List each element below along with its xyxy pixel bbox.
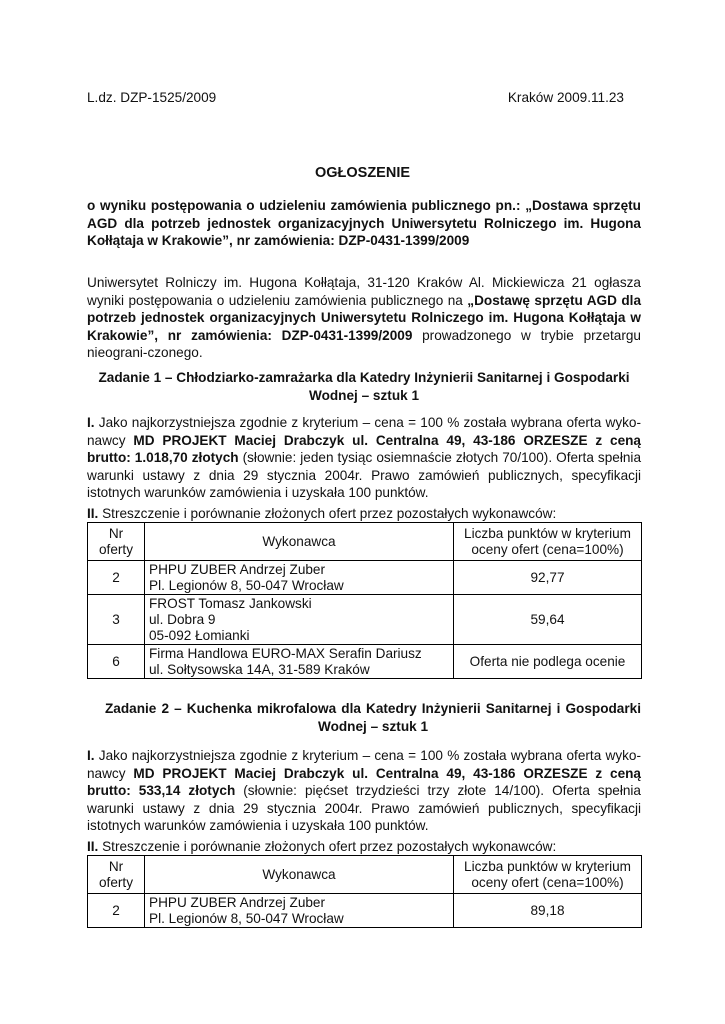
- wyk-line: Firma Handlowa EURO-MAX Serafin Dariusz: [149, 645, 422, 661]
- wyk-line: 05-092 Łomianki: [149, 627, 250, 643]
- col-header-nr: Nr oferty: [88, 523, 145, 561]
- task-2-section-2-title: [87, 839, 556, 854]
- table-row: [88, 894, 642, 928]
- task-1-section-1: [87, 414, 641, 502]
- task-2-section-1: [87, 747, 641, 835]
- cell-nr: 3: [88, 595, 145, 645]
- subject: o wyniku postępowania o udzieleniu zamówienia publicznego pn.: „Dostawa sprzętu AGD dla potrzeb jednostek organizacyjnych Uniwersytetu Rolniczego im. Hugona Kołłątaja w Krakowie”, nr zamówienia: DZP-0431-1399/2009: [87, 198, 641, 249]
- section-text: Jako najkorzystniejsza zgodnie z kryterium – cena = 100 % została wybrana oferta wyko-nawcy: [87, 415, 641, 448]
- col-header-wykonawca: Wykonawca: [145, 856, 454, 894]
- task-2-offers-table: [87, 855, 642, 928]
- wyk-line: ul. Dobra 9: [149, 611, 216, 627]
- cell-nr: 6: [88, 645, 145, 679]
- place-date: Kraków 2009.11.23: [507, 90, 624, 105]
- task-1-title: Zadanie 1 – Chłodziarko-zamrażarka dla Katedry Inżynierii Sanitarnej i Gospodarki Wodnej – sztuk 1: [98, 370, 630, 403]
- section-text-end: (słownie: pięćset trzydzieści trzy złote 14/100). Oferta spełnia warunki ustawy z dnia 29 stycznia 2004r. Prawo zamówień publicznych, specyfikacji istotnych warunków zamówienia i uzyskała 100 punktów.: [87, 783, 641, 834]
- table-row: [88, 595, 642, 645]
- task-2-title: Zadanie 2 – Kuchenka mikrofalowa dla Katedry Inżynierii Sanitarnej i Gospodarki Wodnej – sztuk 1: [105, 701, 641, 734]
- section-num: II.: [87, 506, 99, 521]
- section-num: I.: [87, 748, 95, 763]
- winner-bold: MD PROJEKT Maciej Drabczyk ul. Centralna 49, 43-186 ORZESZE z ceną brutto: 533,14 złotych: [87, 765, 641, 799]
- wyk-line: PHPU ZUBER Andrzej Zuber: [149, 894, 326, 910]
- section-text: Streszczenie i porównanie złożonych ofert przez pozostałych wykonawców:: [98, 839, 557, 854]
- wyk-line: Pl. Legionów 8, 50-047 Wrocław: [149, 577, 344, 593]
- col-header-wykonawca: Wykonawca: [145, 523, 454, 561]
- col-header-punkty: Liczba punktów w kryterium oceny ofert (cena=100%): [454, 856, 642, 894]
- cell-punkty: 89,18: [454, 894, 642, 928]
- cell-punkty: Oferta nie podlega ocenie: [454, 645, 642, 679]
- section-num: I.: [87, 415, 95, 430]
- intro-bold: „Dostawę sprzętu AGD dla potrzeb jednostek organizacyjnych Uniwersytetu Rolniczego im. Hugona Kołłątaja w Krakowie”, nr zamówienia: DZP-0431-1399/2009: [87, 292, 642, 343]
- table-row: [88, 561, 642, 595]
- col-header-punkty: Liczba punktów w kryterium oceny ofert (cena=100%): [454, 523, 642, 561]
- cell-wykonawca: [145, 561, 454, 595]
- reference-number: L.dz. DZP-1525/2009: [87, 90, 217, 105]
- table-header-row: [88, 856, 642, 894]
- page-title: OGŁOSZENIE: [314, 165, 411, 181]
- task-1-section-2-title: [87, 506, 556, 521]
- section-text: Jako najkorzystniejsza zgodnie z kryterium – cena = 100 % została wybrana oferta wyko-nawcy: [87, 748, 641, 781]
- wyk-line: Pl. Legionów 8, 50-047 Wrocław: [149, 910, 344, 926]
- section-text-end: (słownie: jeden tysiąc osiemnaście złotych 70/100). Oferta spełnia warunki ustawy z dnia 29 stycznia 2004r. Prawo zamówień publicznych, specyfikacji istotnych warunków zamówienia i uzyskała 100 punktów.: [87, 450, 641, 501]
- cell-nr: 2: [88, 561, 145, 595]
- winner-bold: MD PROJEKT Maciej Drabczyk ul. Centralna 49, 43-186 ORZESZE z ceną brutto: 1.018,70 złotych: [87, 432, 641, 466]
- intro-paragraph: [87, 274, 641, 362]
- cell-wykonawca: [145, 894, 454, 928]
- table-row: [88, 645, 642, 679]
- section-text: Streszczenie i porównanie złożonych ofert przez pozostałych wykonawców:: [98, 506, 557, 521]
- cell-punkty: 92,77: [454, 561, 642, 595]
- intro-text-end: prowadzonego w trybie przetargu nieograni-czonego.: [87, 327, 641, 361]
- wyk-line: ul. Sołtysowska 14A, 31-589 Kraków: [149, 661, 370, 677]
- cell-wykonawca: [145, 595, 454, 645]
- table-header-row: [88, 523, 642, 561]
- task-1-offers-table: [87, 522, 642, 679]
- wyk-line: PHPU ZUBER Andrzej Zuber: [149, 561, 326, 577]
- col-header-nr: Nr oferty: [88, 856, 145, 894]
- cell-punkty: 59,64: [454, 595, 642, 645]
- cell-nr: 2: [88, 894, 145, 928]
- cell-wykonawca: [145, 645, 454, 679]
- section-num: II.: [87, 839, 99, 854]
- wyk-line: FROST Tomasz Jankowski: [149, 595, 312, 611]
- intro-text: Uniwersytet Rolniczy im. Hugona Kołłątaja, 31-120 Kraków Al. Mickiewicza 21 ogłasza wyniki postępowania o udzieleniu zamówienia publicznego na: [87, 275, 641, 308]
